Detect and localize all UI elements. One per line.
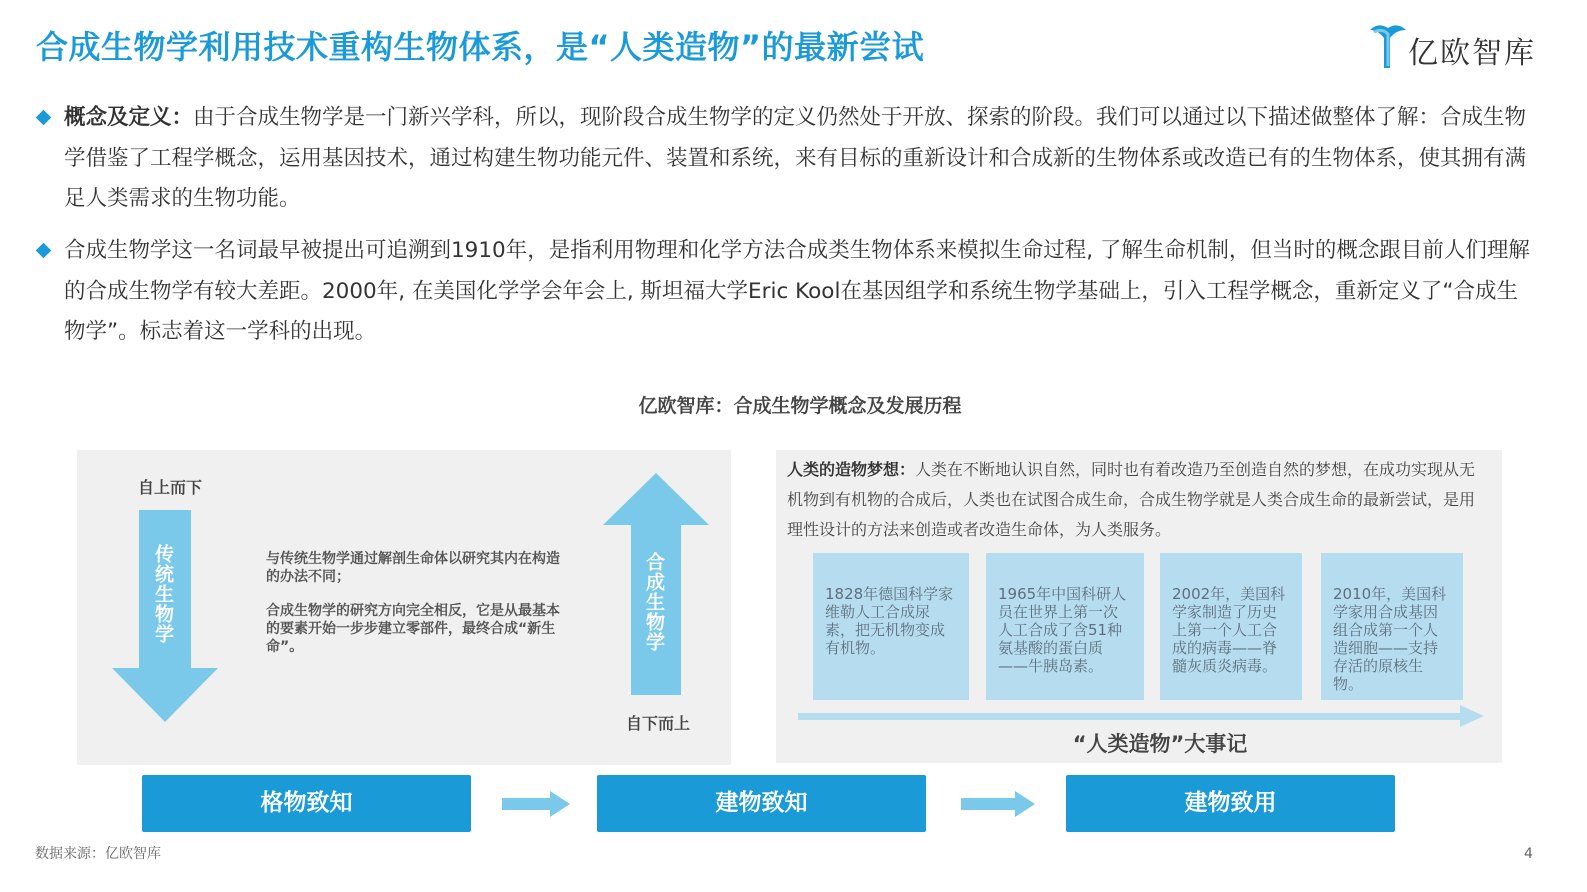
right-arrow-icon xyxy=(502,791,570,817)
event-card-1828: 1828年德国科学家维勒人工合成尿素，把无机物变成有机物。 xyxy=(813,553,969,700)
diamond-bullet-icon xyxy=(36,110,52,126)
description-1: 与传统生物学通过解剖生命体以研究其内在构造的办法不同； xyxy=(266,551,560,585)
diamond-bullet-icon xyxy=(36,243,52,259)
event-card-2002: 2002年，美国科学家制造了历史上第一个人工合成的病毒——脊髓灰质炎病毒。 xyxy=(1160,553,1302,700)
event-card-1965: 1965年中国科研人员在世界上第一次人工合成了含51种氨基酸的蛋白质——牛胰岛素。 xyxy=(986,553,1144,700)
timeline-arrow-icon xyxy=(798,705,1484,727)
dream-bold-label: 人类的造物梦想： xyxy=(787,460,916,479)
logo-text: 亿欧智库 xyxy=(1408,36,1536,71)
traditional-biology-label: 传统生物学 xyxy=(152,544,174,644)
stage-3: 建物致用 xyxy=(1066,775,1395,832)
bullet-definition xyxy=(38,98,1538,220)
dream-text xyxy=(787,455,1487,545)
bottom-up-label: 自下而上 xyxy=(626,714,691,733)
stage-1: 格物致知 xyxy=(142,775,471,832)
page-title: 合成生物学利用技术重构生物体系，是“人类造物”的最新尝试 xyxy=(36,28,925,66)
stage-2: 建物致知 xyxy=(597,775,926,832)
right-arrow-icon xyxy=(961,791,1035,817)
source-note: 数据来源：亿欧智库 xyxy=(35,846,161,862)
timeline-label: “人类造物”大事记 xyxy=(1072,732,1248,756)
dream-body: 人类在不断地认识自然，同时也有着改造乃至创造自然的梦想，在成功实现从无机物到有机物的合成后，人类也在试图合成生命，合成生物学就是人类合成生命的最新尝试，是用理性设计的方法来创造或者改造生命体，为人类服务。 xyxy=(787,460,1476,539)
synthetic-biology-label: 合成生物学 xyxy=(643,552,665,652)
event-card-2010: 2010年，美国科学家用合成基因组合成第一个人造细胞——支持存活的原核生物。 xyxy=(1321,553,1463,700)
bullet-bold-label: 概念及定义： xyxy=(64,105,194,130)
logo-icon xyxy=(1368,20,1408,74)
bullet-history xyxy=(38,231,1538,353)
page-number: 4 xyxy=(1524,846,1533,862)
logo xyxy=(1368,20,1543,74)
bullet-text: 合成生物学这一名词最早被提出可追溯到1910年，是指利用物理和化学方法合成类生物体系来模拟生命过程, 了解生命机制，但当时的概念跟目前人们理解的合成生物学有较大差距。2000年, 在美国化学学会年会上, 斯坦福大学Eric Kool在基因组学和系统生物学基础上，引入工程学概念，重新定义了“合成生物学”。标志着这一学科的出现。 xyxy=(64,238,1530,344)
figure-title: 亿欧智库：合成生物学概念及发展历程 xyxy=(638,395,962,417)
top-down-label: 自上而下 xyxy=(138,478,203,497)
bullet-text: 由于合成生物学是一门新兴学科，所以，现阶段合成生物学的定义仍然处于开放、探索的阶段。我们可以通过以下描述做整体了解：合成生物学借鉴了工程学概念，运用基因技术，通过构建生物功能元件、装置和系统，来有目标的重新设计和合成新的生物体系或改造已有的生物体系，使其拥有满足人类需求的生物功能。 xyxy=(64,105,1527,211)
description-2: 合成生物学的研究方向完全相反，它是从最基本的要素开始一步步建立零部件，最终合成“新生命”。 xyxy=(266,603,560,655)
